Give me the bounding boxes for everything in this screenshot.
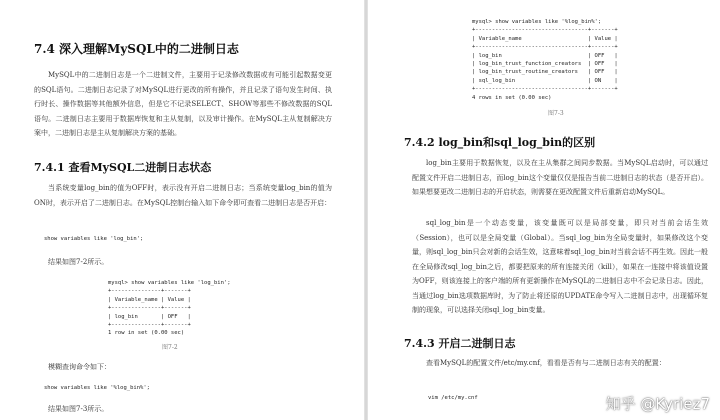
intro-paragraph: MySQL中的二进制日志是一个二进制文件，主要用于记录修改数据或有可能引起数据变更的SQL语句。二进制日志记录了对MySQL进行更改的所有操作，并且记录了语句发生时间、执行时长、操作数据等其他额外信息，但是它不记录SELECT、SHOW等那些不修改数据的SQL语句。二进制日志主要用于数据库恢复和主从复制，以及审计操作。在MySQL主从复制解决方案中，二进制日志是主从复制解决方案的基础。	[34, 71, 332, 137]
vim-my-cnf-command: vim /etc/my.cnf	[428, 395, 478, 401]
log-bin-paragraph: log_bin主要用于数据恢复，以及在主从集群之间同步数据。当MySQL启动时，可以通过配置文件开启二进制日志，而log_bin这个变量仅仅是报告当前二进制日志的状态（是否开启）。如果想要更改二进制日志的开启状态，则需要在更改配置文件后重新启动MySQL。	[412, 159, 708, 196]
config-paragraph: 查看MySQL的配置文件/etc/my.cnf，看看是否有与二进制日志有关的配置：	[426, 359, 666, 367]
result-text-fig-7-3: 结果如图7-3所示。	[48, 405, 109, 413]
subsection-title-7-4-1: 7.4.1 查看MySQL二进制日志状态	[34, 161, 212, 174]
show-log-bin-like-command: show variables like '%log_bin%';	[44, 385, 150, 391]
figure-7-2-caption: 图7-2	[162, 344, 178, 351]
subsection-title-7-4-2: 7.4.2 log_bin和sql_log_bin的区别	[404, 136, 596, 149]
sql-log-bin-paragraph: sql_log_bin是一个动态变量，该变量既可以是局部变量，即只对当前会话生效（Session），也可以是全局变量（Global）。当sql_log_bin为全局变量时，如果修改这个变量，则sql_log_bin只会对新的会话生效，这意味着sql_log_bin对当前会话不再生效。因此一般在全局修改sql_log_bin之后，都要把原来的所有连接关闭（kill），如果在一连接中将该值设置为OFF，则该连接上的客户端的所有更新操作在MySQL的二进制日志中不会记录日志。因此，当通过log_bin选项数据库时，为了防止将还原的UPDATE命令写入二进制日志中，出现循环复制的现象，可以选择关闭sql_log_bin变量。	[412, 219, 708, 314]
fuzzy-query-text: 模糊查询命令如下：	[48, 363, 111, 371]
result-table-fig-7-3: mysql> show variables like '%log_bin%'; +----------------------------------+-------+ | Variable_name | Value | +----------------------------------+-------+ | log_bin | OFF | | log_bin_trust_function_creators | OFF | | log_bin_trust_routine_creators | OFF | | sql_log_bin | ON | +----------------------------------+-------+ 4 rows in set (0.00 sec)	[472, 19, 618, 101]
zhihu-watermark: 知乎 @Kyriez7	[605, 395, 710, 413]
right-page	[368, 0, 720, 420]
section-title-7-4: 7.4 深入理解MySQL中的二进制日志	[34, 42, 239, 56]
result-table-fig-7-2: mysql> show variables like 'log_bin'; +---------------+-------+ | Variable_name | Value | +---------------+-------+ | log_bin | OFF | +---------------+-------+ 1 row in set (0.00 sec)	[108, 280, 231, 337]
result-text-fig-7-2: 结果如图7-2所示。	[48, 258, 109, 266]
figure-7-3-caption: 图7-3	[548, 110, 564, 117]
show-log-bin-command: show variables like 'log_bin';	[44, 236, 144, 242]
subsection-title-7-4-3: 7.4.3 开启二进制日志	[404, 337, 516, 350]
status-paragraph: 当系统变量log_bin的值为OFF时，表示没有开启二进制日志；当系统变量log_bin的值为ON时，表示开启了二进制日志。在MySQL控制台输入如下命令即可查看二进制日志是否开启：	[34, 184, 332, 207]
